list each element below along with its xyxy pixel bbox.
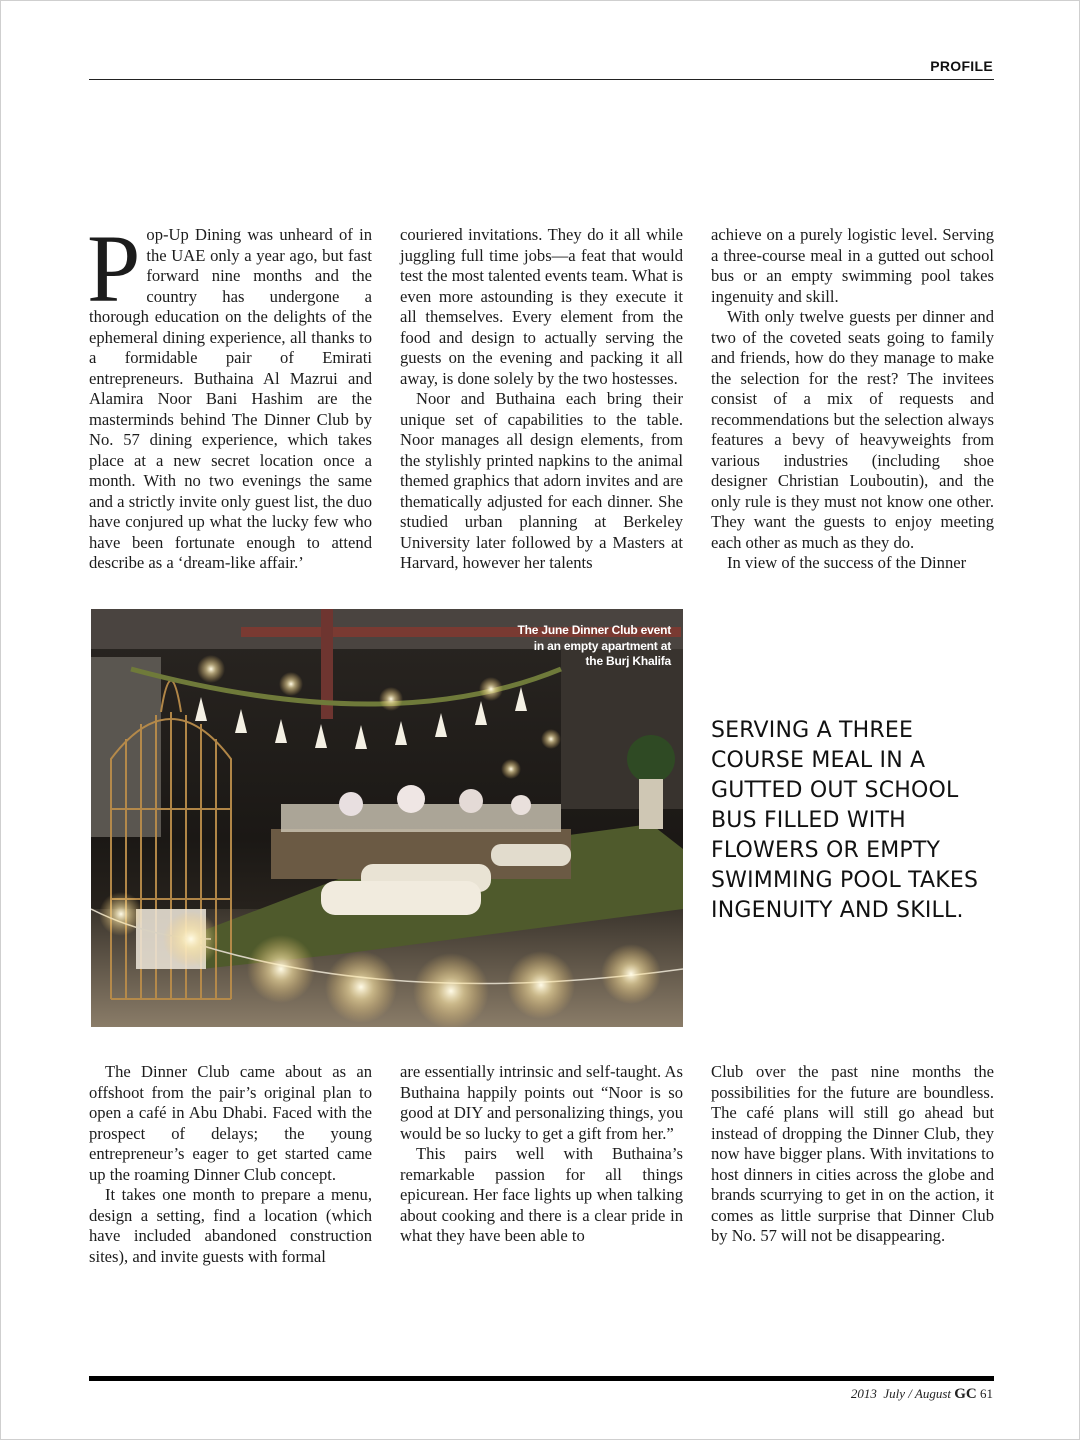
section-label: PROFILE bbox=[930, 58, 993, 74]
pull-quote-line: INGENUITY AND SKILL. bbox=[711, 898, 964, 923]
header-rule bbox=[89, 79, 994, 80]
caption-line: the Burj Khalifa bbox=[585, 654, 671, 668]
pull-quote-line: COURSE MEAL IN A bbox=[711, 748, 926, 773]
caption-line: in an empty apartment at bbox=[533, 638, 671, 653]
paragraph: With only twelve guests per dinner and two of the coveted seats going to family and friends, how do they manage to make the selection for the rest? The invitees consist of a mix of requests and recommendations but the selection always features a bevy of heavyweights from various industries (including shoe designer Christian Louboutin), and the only rule is they must not know one other. They want the guests to enjoy meeting each other as much as they do. bbox=[711, 307, 994, 552]
paragraph: Club over the past nine months the possibilities for the future are boundless. The café plans will still go ahead but instead of dropping the Dinner Club, they now have bigger plans. With invitations to host dinners in cities across the globe and brands scurrying to get in on the action, it comes as little surprise that Dinner Club by No. 57 will not be disappearing. bbox=[711, 1062, 994, 1245]
paragraph: couriered invitations. They do it all while juggling full time jobs—a feat that would test the most talented events team. What is even more astounding is they execute it all themselves. Every element from the food and design to actually serving the guests on the evening and packing it all away, is done solely by the two hostesses. bbox=[400, 225, 683, 388]
footer-rule bbox=[89, 1376, 994, 1381]
paragraph: achieve on a purely logistic level. Serving a three-course meal in a gutted out school bus or an empty swimming pool takes ingenuity and skill. bbox=[711, 225, 994, 306]
caption-line: The June Dinner Club event bbox=[517, 623, 671, 637]
pull-quote-line: SWIMMING POOL TAKES bbox=[711, 868, 979, 893]
event-photo bbox=[91, 609, 683, 1027]
folio-year: 2013 bbox=[850, 1386, 877, 1401]
paragraph: This pairs well with Buthaina’s remarkable passion for all things epicurean. Her face lights up when talking about cooking and there is a clear pride in what they have been able to bbox=[400, 1144, 683, 1245]
article-column-2-bottom bbox=[400, 1062, 683, 1247]
pull-quote-line: GUTTED OUT SCHOOL bbox=[711, 778, 959, 803]
drop-cap: P bbox=[87, 215, 141, 322]
article-column-1-top bbox=[87, 215, 372, 574]
paragraph: are essentially intrinsic and self-taught. As Buthaina happily points out “Noor is so good at DIY and personalizing things, you would be so lucky to get a gift from her.” bbox=[400, 1062, 683, 1143]
pull-quote-line: FLOWERS OR EMPTY bbox=[711, 838, 941, 863]
article-column-1-bottom bbox=[89, 1062, 372, 1267]
folio-page-number: 61 bbox=[980, 1386, 993, 1401]
article-column-2-top bbox=[400, 225, 683, 574]
paragraph: Noor and Buthaina each bring their unique set of capabilities to the table. Noor manages all design elements, from the stylishly printed napkins to the animal themed graphics that adorn invites and are thematically adjusted for each dinner. She studied urban planning at Berkeley University later followed by a Masters at Harvard, however her talents bbox=[400, 389, 683, 572]
paragraph: op-Up Dining was unheard of in the UAE only a year ago, but fast forward nine months and the country has undergone a thorough education on the delights of the ephemeral dining experience, all thanks to a formidable pair of Emirati entrepreneurs. Buthaina Al Mazrui and Alamira Noor Bani Hashim are the masterminds behind The Dinner Club by No. 57 dining experience, which takes place at a new secret location once a month. With no two evenings the same and a strictly invite only guest list, the duo have conjured up what the lucky few who have been fortunate enough to attend describe as a ‘dream-like affair.’ bbox=[89, 225, 372, 572]
photo-caption bbox=[501, 623, 671, 670]
folio bbox=[851, 1386, 993, 1403]
folio-issue: July / August bbox=[883, 1386, 951, 1401]
folio-magazine: GC bbox=[954, 1386, 977, 1402]
article-column-3-top bbox=[711, 225, 994, 574]
pull-quote bbox=[711, 716, 1001, 926]
event-photo-illustration bbox=[91, 609, 683, 1027]
paragraph: The Dinner Club came about as an offshoot from the pair’s original plan to open a café in Abu Dhabi. Faced with the prospect of delays; the young entrepreneur’s eager to get started came up the roaming Dinner Club concept. bbox=[89, 1062, 372, 1184]
paragraph: In view of the success of the Dinner bbox=[727, 553, 967, 572]
pull-quote-line: BUS FILLED WITH bbox=[711, 808, 906, 833]
paragraph: It takes one month to prepare a menu, design a setting, find a location (which have included abandoned construction sites), and invite guests with formal bbox=[89, 1185, 372, 1266]
pull-quote-line: SERVING A THREE bbox=[711, 718, 914, 743]
article-column-3-bottom bbox=[711, 1062, 994, 1247]
